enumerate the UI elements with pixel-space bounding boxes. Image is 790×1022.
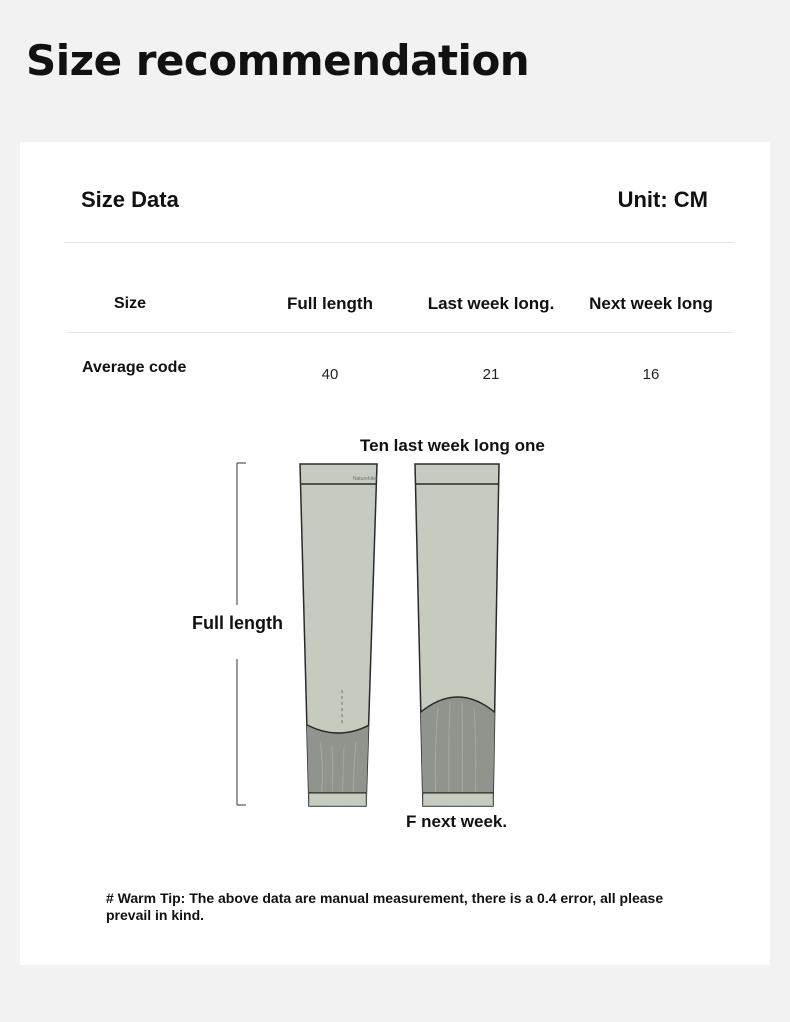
page-title: Size recommendation bbox=[26, 36, 530, 85]
cell-last-week: 21 bbox=[482, 366, 500, 383]
table-header-size: Size bbox=[113, 295, 146, 312]
brand-logo: Naturehike bbox=[352, 476, 378, 482]
card-heading: Size Data bbox=[81, 187, 179, 212]
sleeve-right bbox=[415, 464, 500, 822]
diagram-label-top: Ten last week long one bbox=[360, 436, 545, 455]
warm-tip: # Warm Tip: The above data are manual measurement, there is a 0.4 error, all please prevail in kind. bbox=[106, 890, 664, 923]
sleeve-left bbox=[290, 464, 390, 822]
table-header-next-week: Next week long bbox=[589, 294, 713, 313]
size-data-card bbox=[20, 142, 770, 965]
diagram-label-side: Full length bbox=[192, 613, 283, 633]
table-header-full-length: Full length bbox=[287, 294, 373, 313]
sleeve-left-hem bbox=[310, 794, 366, 806]
sleeve-right-hem bbox=[424, 794, 493, 806]
unit-label: Unit: CM bbox=[617, 187, 708, 212]
arm-sleeve-diagram bbox=[20, 142, 770, 965]
cell-full-length: 40 bbox=[321, 366, 339, 383]
cell-next-week: 16 bbox=[642, 366, 660, 383]
table-header-last-week: Last week long. bbox=[427, 294, 555, 313]
diagram-label-bottom: F next week. bbox=[406, 812, 508, 831]
row-label-average-code: Average code bbox=[82, 359, 187, 376]
full-length-bracket bbox=[237, 463, 246, 805]
